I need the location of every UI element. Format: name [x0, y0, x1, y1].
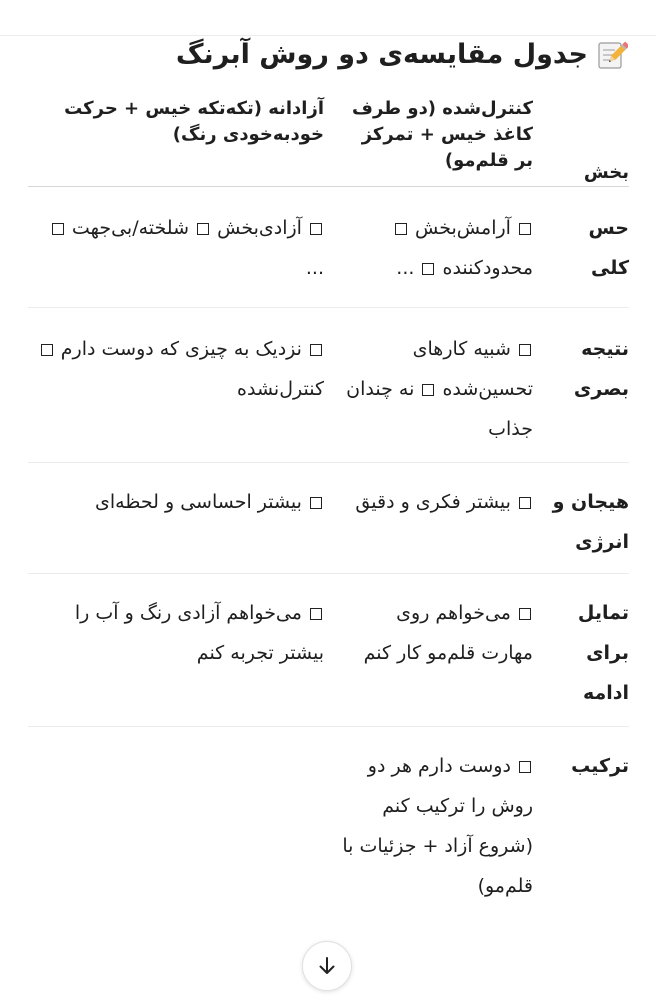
comparison-table: [28, 96, 629, 906]
option-label: می‌خواهم روی مهارت قلم‌مو کار کنم: [363, 602, 533, 664]
cell-free: [28, 308, 342, 462]
option-label: نزدیک به چیزی که دوست دارم: [60, 338, 302, 360]
page-title: [176, 34, 628, 76]
scroll-down-button[interactable]: [302, 941, 352, 991]
cell-free: [28, 187, 342, 307]
option-label: ...: [305, 257, 324, 279]
option-label: شبیه کارهای تحسین‌شده: [412, 338, 533, 400]
row-section-label: نتیجه بصری: [573, 338, 629, 400]
checkbox[interactable]: [395, 223, 407, 235]
option-label: محدودکننده: [442, 257, 533, 279]
checkbox[interactable]: [310, 497, 322, 509]
cell-free: [28, 727, 342, 906]
page-title-text: جدول مقایسه‌ی دو روش آبرنگ: [175, 39, 588, 70]
option-label: ...: [396, 257, 415, 279]
checkbox[interactable]: [310, 608, 322, 620]
option-label: بیشتر احساسی و لحظه‌ای: [94, 491, 302, 513]
cell-controlled: [342, 727, 551, 906]
cell-controlled: [342, 308, 551, 462]
memo-pencil-icon: [596, 39, 628, 71]
checkbox[interactable]: [41, 344, 53, 356]
cell-free: [28, 463, 342, 573]
option-label: دوست دارم هر دو روش را ترکیب کنم (شروع آزاد + جزئیات با قلم‌مو): [342, 755, 533, 897]
table-header-row: [28, 96, 629, 187]
checkbox[interactable]: [310, 223, 322, 235]
checkbox[interactable]: [52, 223, 64, 235]
row-section-label: تمایل برای ادامه: [577, 602, 629, 704]
table-row: [28, 463, 629, 574]
option-label: نه چندان جذاب: [346, 378, 533, 440]
cell-controlled: [342, 187, 551, 307]
row-section-label: ترکیب: [571, 755, 629, 777]
cell-controlled: [342, 463, 551, 573]
option-label: آرامش‌بخش: [415, 217, 511, 239]
header-section: بخش: [583, 162, 629, 183]
option-label: بیشتر فکری و دقیق: [355, 491, 511, 513]
checkbox[interactable]: [422, 263, 434, 275]
table-row: [28, 727, 629, 906]
arrow-down-icon: [315, 954, 339, 978]
table-row: [28, 308, 629, 463]
option-label: آزادی‌بخش: [217, 217, 302, 239]
cell-free: [28, 574, 342, 726]
header-free: آزادانه (تکه‌تکه خیس + حرکت خودبه‌خودی رنگ): [64, 98, 324, 145]
checkbox[interactable]: [519, 497, 531, 509]
checkbox[interactable]: [422, 384, 434, 396]
checkbox[interactable]: [519, 608, 531, 620]
table-row: [28, 187, 629, 308]
checkbox[interactable]: [519, 344, 531, 356]
option-label: کنترل‌نشده: [237, 378, 324, 400]
option-label: شلخته/بی‌جهت: [71, 217, 190, 239]
checkbox[interactable]: [519, 761, 531, 773]
row-section-label: حس کلی: [588, 217, 629, 279]
option-label: می‌خواهم آزادی رنگ و آب را بیشتر تجربه کنم: [74, 602, 324, 664]
row-section-label: هیجان و انرژی: [552, 491, 629, 553]
table-row: [28, 574, 629, 727]
cell-controlled: [342, 574, 551, 726]
header-controlled: کنترل‌شده (دو طرف کاغذ خیس + تمرکز بر قلم‌مو): [352, 98, 533, 171]
checkbox[interactable]: [519, 223, 531, 235]
checkbox[interactable]: [197, 223, 209, 235]
checkbox[interactable]: [310, 344, 322, 356]
